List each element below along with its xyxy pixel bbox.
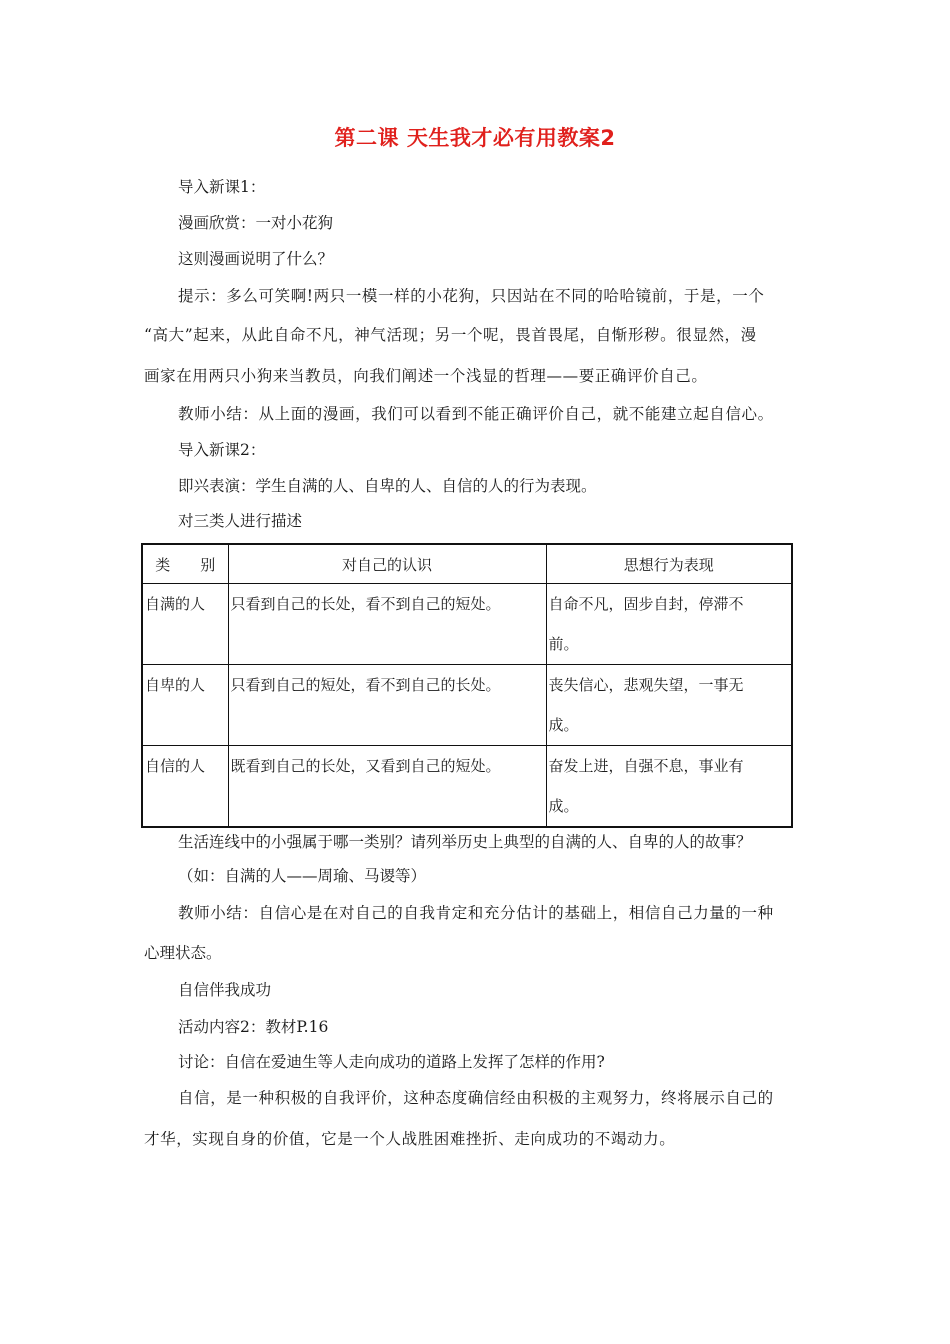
behavior-line: 成。 [548, 716, 579, 734]
hint-line-3: 画家在用两只小狗来当教员，向我们阐述一个浅显的哲理——要正确评价自己。 [144, 367, 708, 385]
paragraph-line-2: 才华，实现自身的价值，它是一个人战胜困难挫折、走向成功的不竭动力。 [144, 1130, 676, 1148]
performance-line: 即兴表演：学生自满的人、自卑的人、自信的人的行为表现。 [178, 477, 597, 495]
table-row [142, 746, 792, 828]
comic-line: 漫画欣赏：一对小花狗 [178, 214, 334, 232]
describe-line: 对三类人进行描述 [178, 512, 303, 530]
header-behavior: 思想行为表现 [546, 544, 792, 584]
activity-line: 活动内容2：教材P.16 [178, 1018, 329, 1036]
row-category: 自卑的人 [142, 665, 228, 746]
row-category: 自信的人 [142, 746, 228, 828]
intro1-heading: 导入新课1： [178, 178, 266, 196]
example-line: （如：自满的人——周瑜、马谡等） [178, 867, 427, 885]
table-header-row [142, 544, 792, 584]
behavior-line: 成。 [548, 797, 579, 815]
hint-line-1: 提示：多么可笑啊!两只一模一样的小花狗，只因站在不同的哈哈镜前，于是，一个 [178, 287, 765, 305]
behavior-line: 自命不凡，固步自封，停滞不 [548, 595, 744, 613]
row-behavior [546, 665, 792, 746]
header-category: 类 别 [142, 544, 228, 584]
behavior-line: 丧失信心，悲观失望，一事无 [548, 676, 744, 694]
row-behavior [546, 746, 792, 828]
lesson-title: 第二课 天生我才必有用教案2 [334, 126, 616, 150]
question-line: 这则漫画说明了什么？ [178, 250, 334, 268]
teacher-summary-2-line-2: 心理状态。 [144, 944, 222, 962]
teacher-summary-2-line-1: 教师小结：自信心是在对自己的自我肯定和充分估计的基础上，相信自己力量的一种 [178, 904, 774, 922]
comparison-table [141, 543, 793, 828]
row-recognition: 只看到自己的长处，看不到自己的短处。 [228, 584, 546, 665]
teacher-summary-1: 教师小结：从上面的漫画，我们可以看到不能正确评价自己，就不能建立起自信心。 [178, 405, 774, 423]
hint-line-2: “高大”起来，从此自命不凡，神气活现；另一个呢，畏首畏尾，自惭形秽。很显然，漫 [144, 326, 757, 344]
section-heading: 自信伴我成功 [178, 981, 272, 999]
header-recognition: 对自己的认识 [228, 544, 546, 584]
discussion-line: 讨论：自信在爱迪生等人走向成功的道路上发挥了怎样的作用? [178, 1053, 605, 1071]
row-recognition: 只看到自己的短处，看不到自己的长处。 [228, 665, 546, 746]
row-recognition: 既看到自己的长处，又看到自己的短处。 [228, 746, 546, 828]
paragraph-line-1: 自信，是一种积极的自我评价，这种态度确信经由积极的主观努力，终将展示自己的 [178, 1089, 774, 1107]
life-link-question: 生活连线中的小强属于哪一类别？请列举历史上典型的自满的人、自卑的人的故事？ [178, 833, 752, 851]
intro2-heading: 导入新课2： [178, 441, 266, 459]
table-row [142, 584, 792, 665]
behavior-line: 前。 [548, 635, 579, 653]
row-behavior [546, 584, 792, 665]
row-category: 自满的人 [142, 584, 228, 665]
behavior-line: 奋发上进，自强不息，事业有 [548, 757, 744, 775]
table-row [142, 665, 792, 746]
